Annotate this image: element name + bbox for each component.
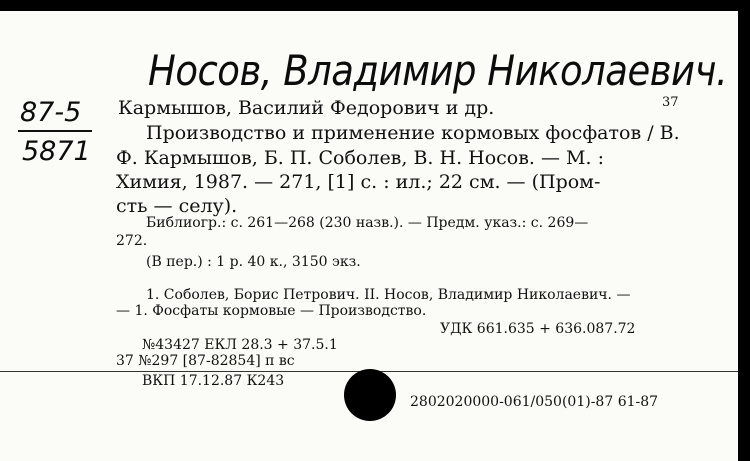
bibliography-line: 272.	[116, 233, 148, 249]
udc-line: УДК 661.635 + 636.087.72	[440, 321, 636, 337]
tracing-line: — 1. Фосфаты кормовые — Производство.	[116, 303, 427, 319]
bibliography-line: Библиогр.: с. 261—268 (230 назв.). — Предм. указ.: с. 269—	[146, 215, 589, 231]
body-line: Ф. Кармышов, Б. П. Соболев, В. Н. Носов. — М. :	[116, 147, 604, 169]
isbn-line: 2802020000-061/050(01)-87 61-87	[410, 394, 659, 410]
vkp-line: ВКП 17.12.87 К243	[142, 373, 285, 389]
price-line: (В пер.) : 1 р. 40 к., 3150 экз.	[146, 254, 361, 270]
handwritten-name: Носов, Владимир Николаевич.	[148, 47, 728, 96]
body-line: Химия, 1987. — 271, [1] с. : ил.; 22 см. — (Пром-	[116, 171, 601, 193]
corner-mark: 37	[662, 95, 679, 110]
handwritten-code-top: 87-5	[20, 97, 82, 128]
catalog-card	[0, 11, 738, 461]
body-line: сть — селу).	[116, 195, 238, 217]
handwritten-code-bottom: 5871	[22, 136, 91, 167]
order-line: 37 №297 [87-82854] п вс	[116, 353, 295, 369]
body-line: Производство и применение кормовых фосфатов / В.	[146, 122, 680, 144]
tracing-line: 1. Соболев, Борис Петрович. II. Носов, Владимир Николаевич. —	[146, 287, 631, 303]
card-heading: Кармышов, Василий Федорович и др.	[118, 97, 495, 119]
punched-hole	[344, 369, 396, 421]
ekl-line: №43427 ЕКЛ 28.3 + 37.5.1	[142, 337, 338, 353]
code-divider	[18, 130, 92, 132]
